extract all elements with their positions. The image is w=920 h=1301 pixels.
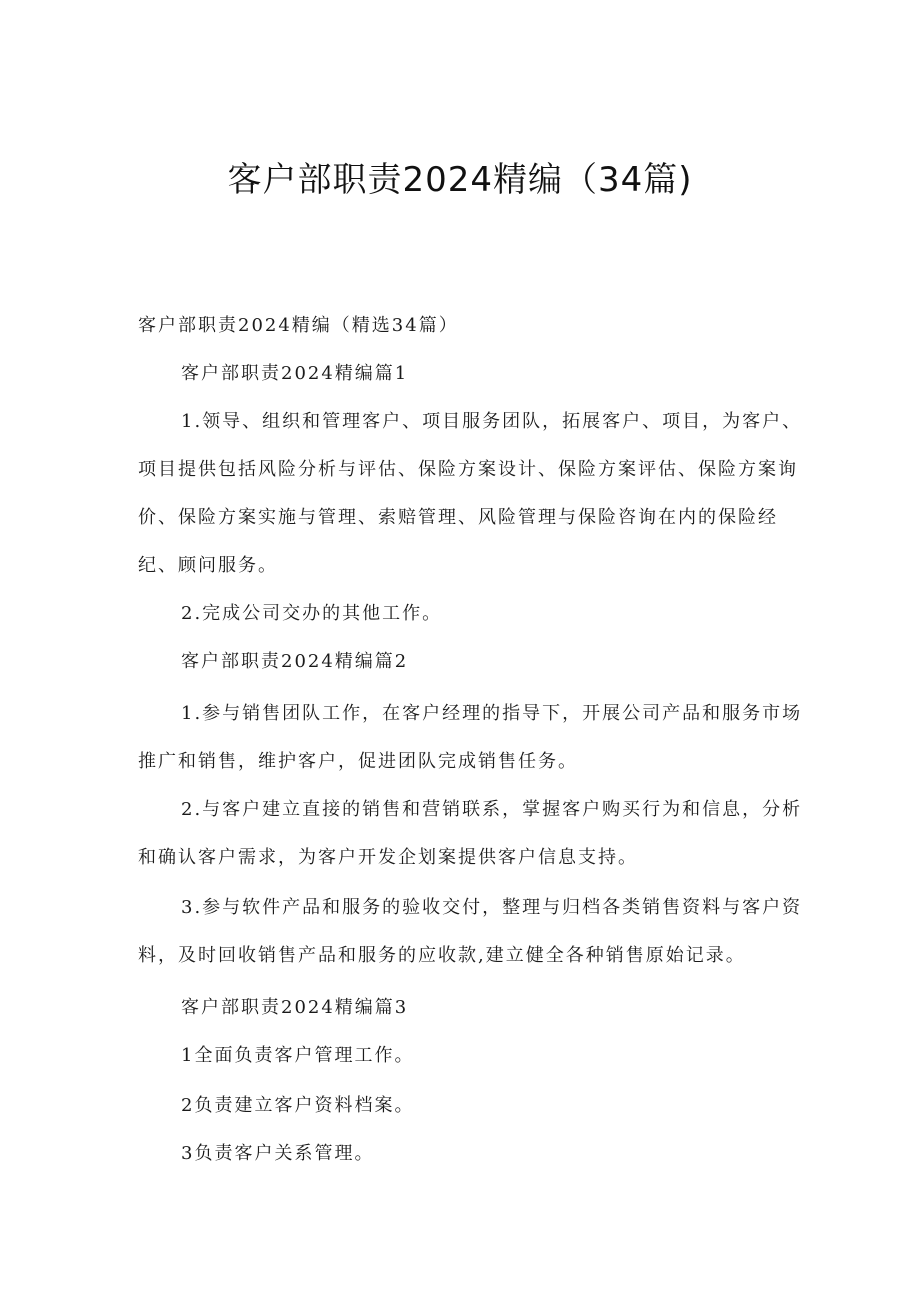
section-2-item-1: 1.参与销售团队工作，在客户经理的指导下，开展公司产品和服务市场推广和销售，维护客户，促进团队完成销售任务。 xyxy=(138,703,803,772)
section-2-item-3: 3.参与软件产品和服务的验收交付，整理与归档各类销售资料与客户资料，及时回收销售产品和服务的应收款,建立健全各种销售原始记录。 xyxy=(138,897,803,966)
section-3-heading: 客户部职责2024精编篇3 xyxy=(181,997,409,1018)
document-subtitle: 客户部职责2024精编（精选34篇） xyxy=(138,315,459,336)
section-2-item-2: 2.与客户建立直接的销售和营销联系，掌握客户购买行为和信息，分析和确认客户需求，为客户开发企划案提供客户信息支持。 xyxy=(138,799,803,868)
section-1-item-2: 2.完成公司交办的其他工作。 xyxy=(181,603,443,624)
section-1-heading: 客户部职责2024精编篇1 xyxy=(181,363,409,384)
document-title: 客户部职责2024精编（34篇) xyxy=(227,160,693,200)
section-1-item-1: 1.领导、组织和管理客户、项目服务团队，拓展客户、项目，为客户、项目提供包括风险分析与评估、保险方案设计、保险方案评估、保险方案询价、保险方案实施与管理、索赔管理、风险管理与保险咨询在内的保险经纪、顾问服务。 xyxy=(138,411,803,576)
section-3-item-3: 3负责客户关系管理。 xyxy=(181,1143,375,1164)
section-3-item-2: 2负责建立客户资料档案。 xyxy=(181,1095,415,1116)
section-2-heading: 客户部职责2024精编篇2 xyxy=(181,651,409,672)
section-3-item-1: 1全面负责客户管理工作。 xyxy=(181,1045,415,1066)
